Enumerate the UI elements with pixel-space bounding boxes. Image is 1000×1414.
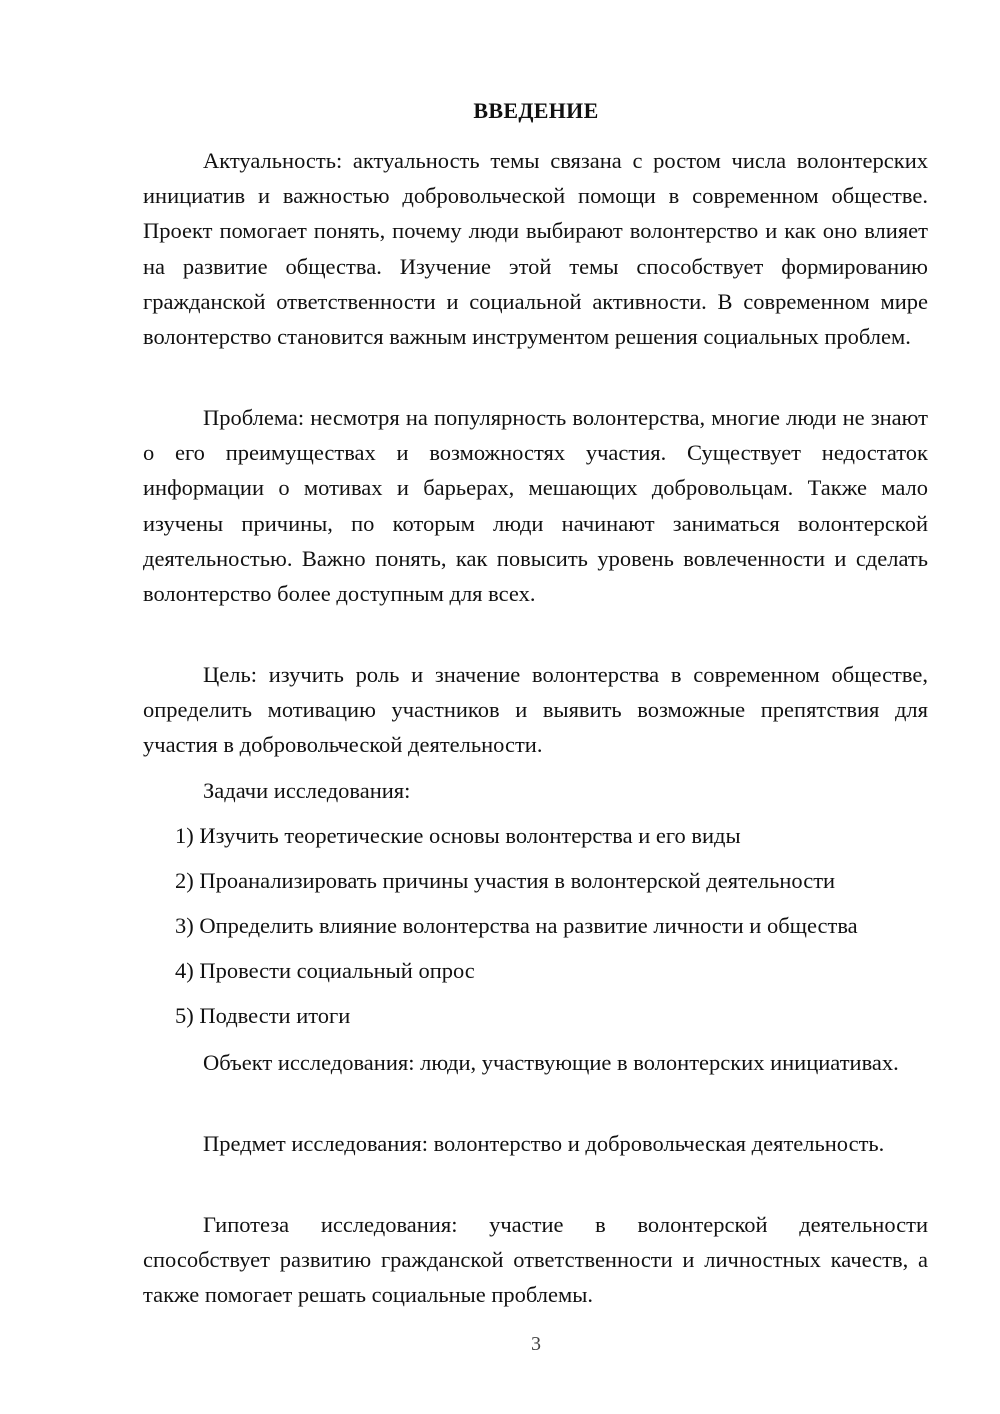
task-item-4: 4) Провести социальный опрос — [175, 958, 475, 983]
task-item-3: 3) Определить влияние волонтерства на развитие личности и общества — [175, 913, 858, 938]
tasks-heading: Задачи исследования: — [203, 778, 411, 803]
paragraph-subject: Предмет исследования: волонтерство и добровольческая деятельность. — [203, 1131, 885, 1156]
task-item-2: 2) Проанализировать причины участия в волонтерской деятельности — [175, 868, 836, 893]
page-number: 3 — [531, 1333, 541, 1355]
paragraph-hypothesis: Гипотеза исследования: участие в волонтерской деятельности способствует развитию гражданской ответственности и личностных качеств, а также помогает решать социальные проблемы. — [143, 1212, 928, 1308]
paragraph-problem: Проблема: несмотря на популярность волонтерства, многие люди не знают о его преимуществах и возможностях участия. Существует недостаток информации о мотивах и барьерах, мешающих добровольцам. Также мало изучены причины, по которым люди начинают заниматься волонтерской деятельностью. Важно понять, как повысить уровень вовлеченности и сделать волонтерство более доступным для всех. — [143, 405, 928, 607]
page-title: ВВЕДЕНИЕ — [473, 98, 599, 123]
paragraph-goal: Цель: изучить роль и значение волонтерства в современном обществе, определить мотивацию участников и выявить возможные препятствия для участия в добровольческой деятельности. — [143, 662, 928, 758]
task-item-1: 1) Изучить теоретические основы волонтерства и его виды — [175, 823, 741, 848]
paragraph-object: Объект исследования: люди, участвующие в волонтерских инициативах. — [203, 1050, 899, 1075]
paragraph-relevance: Актуальность: актуальность темы связана с ростом числа волонтерских инициатив и важностью добровольческой помощи в современном обществе. Проект помогает понять, почему люди выбирают волонтерство и как оно влияет на развитие общества. Изучение этой темы способствует формированию гражданской ответственности и социальной активности. В современном мире волонтерство становится важным инструментом решения социальных проблем. — [143, 148, 928, 350]
task-item-5: 5) Подвести итоги — [175, 1003, 351, 1028]
